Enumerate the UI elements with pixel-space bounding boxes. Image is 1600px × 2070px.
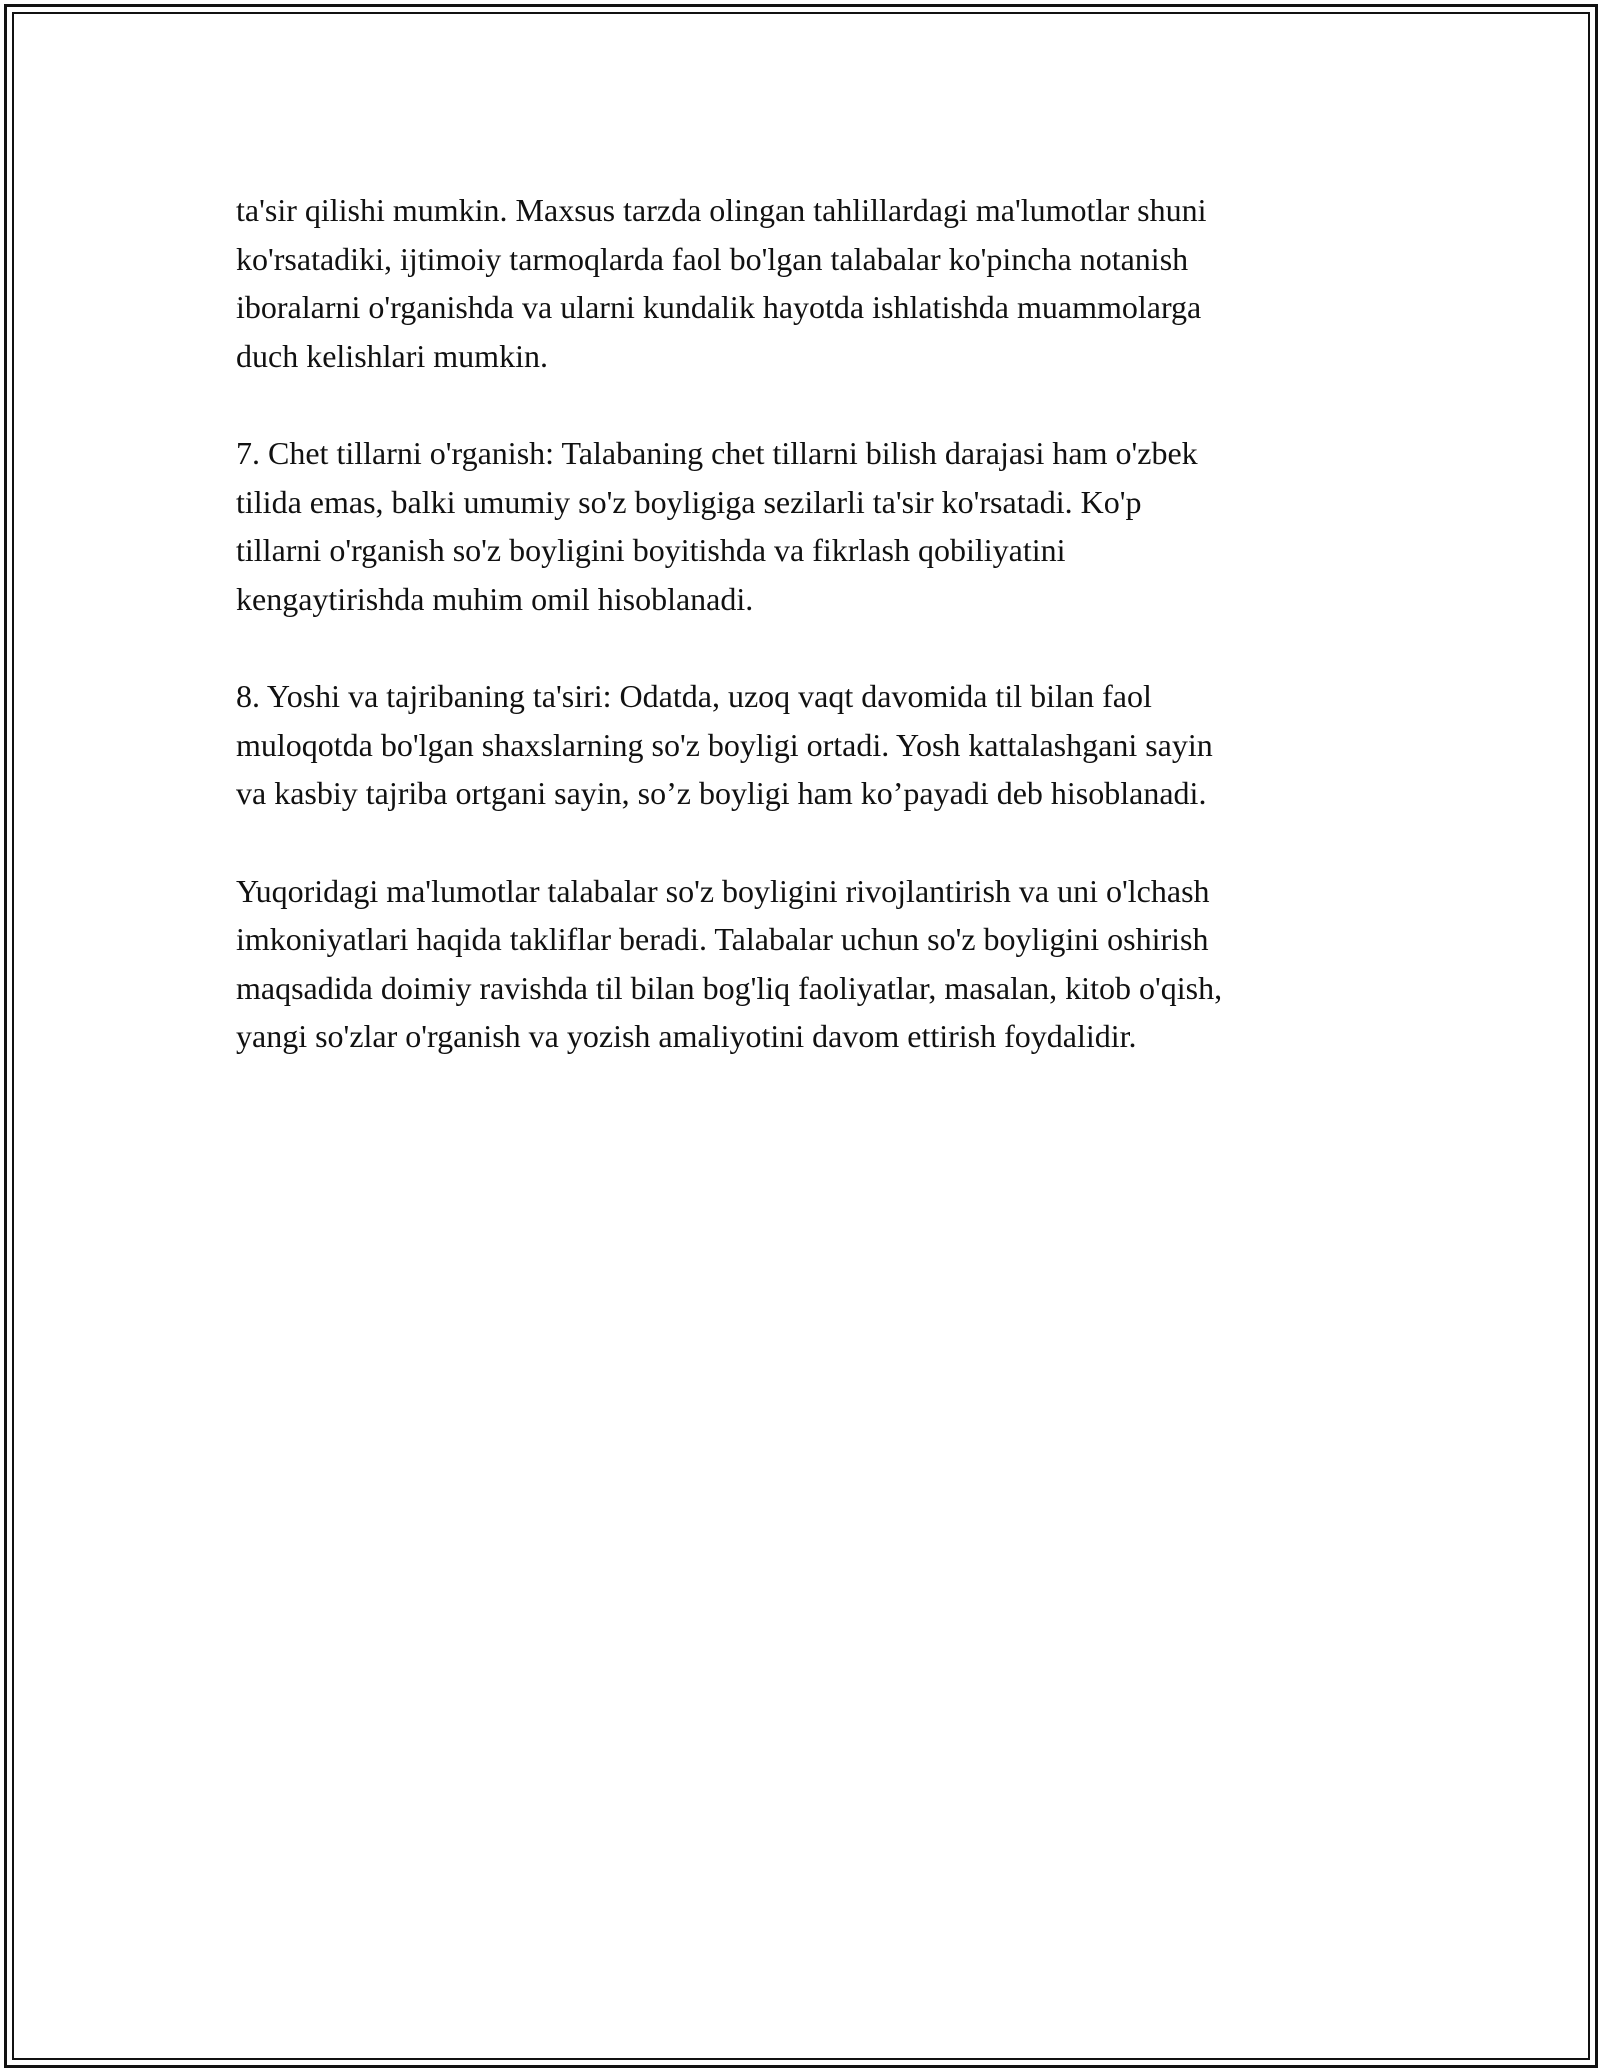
text-line: duch kelishlari mumkin. (236, 337, 548, 374)
text-line: imkoniyatlari haqida takliflar beradi. Talabalar uchun so'z boyligini oshirish (236, 921, 1209, 957)
paragraph-continuation (236, 186, 1376, 380)
text-line: iboralarni o'rganishda va ularni kundalik hayotda ishlatishda muammolarga (236, 289, 1202, 325)
text-line: ko'rsatadiki, ijtimoiy tarmoqlarda faol bo'lgan talabalar ko'pincha notanish (236, 240, 1189, 277)
text-line: ta'sir qilishi mumkin. Maxsus tarzda olingan tahlillardagi ma'lumotlar shuni (236, 192, 1207, 228)
document-body (236, 186, 1376, 1110)
text-line: 8. Yoshi va tajribaning ta'siri: Odatda, uzoq vaqt davomida til bilan faol (236, 678, 1152, 714)
text-line: 7. Chet tillarni o'rganish: Talabaning chet tillarni bilish darajasi ham o'zbek (236, 435, 1198, 471)
text-line: yangi so'zlar o'rganish va yozish amaliyotini davom ettirish foydalidir. (236, 1018, 1137, 1054)
text-line: kengaytirishda muhim omil hisoblanadi. (236, 580, 754, 617)
text-line: muloqotda bo'lgan shaxslarning so'z boyligi ortadi. Yosh kattalashgani sayin (236, 726, 1213, 763)
paragraph-item-8 (236, 672, 1376, 818)
paragraph-item-7 (236, 429, 1376, 623)
text-line: va kasbiy tajriba ortgani sayin, so’z boyligi ham ko’payadi deb hisoblanadi. (236, 775, 1207, 811)
paragraph-conclusion (236, 867, 1376, 1061)
text-line: tilida emas, balki umumiy so'z boyligiga sezilarli ta'sir ko'rsatadi. Ko'p (236, 483, 1142, 520)
text-line: Yuqoridagi ma'lumotlar talabalar so'z boyligini rivojlantirish va uni o'lchash (236, 872, 1210, 909)
text-line: maqsadida doimiy ravishda til bilan bog'liq faoliyatlar, masalan, kitob o'qish, (236, 969, 1223, 1006)
text-line: tillarni o'rganish so'z boyligini boyitishda va fikrlash qobiliyatini (236, 532, 1066, 568)
